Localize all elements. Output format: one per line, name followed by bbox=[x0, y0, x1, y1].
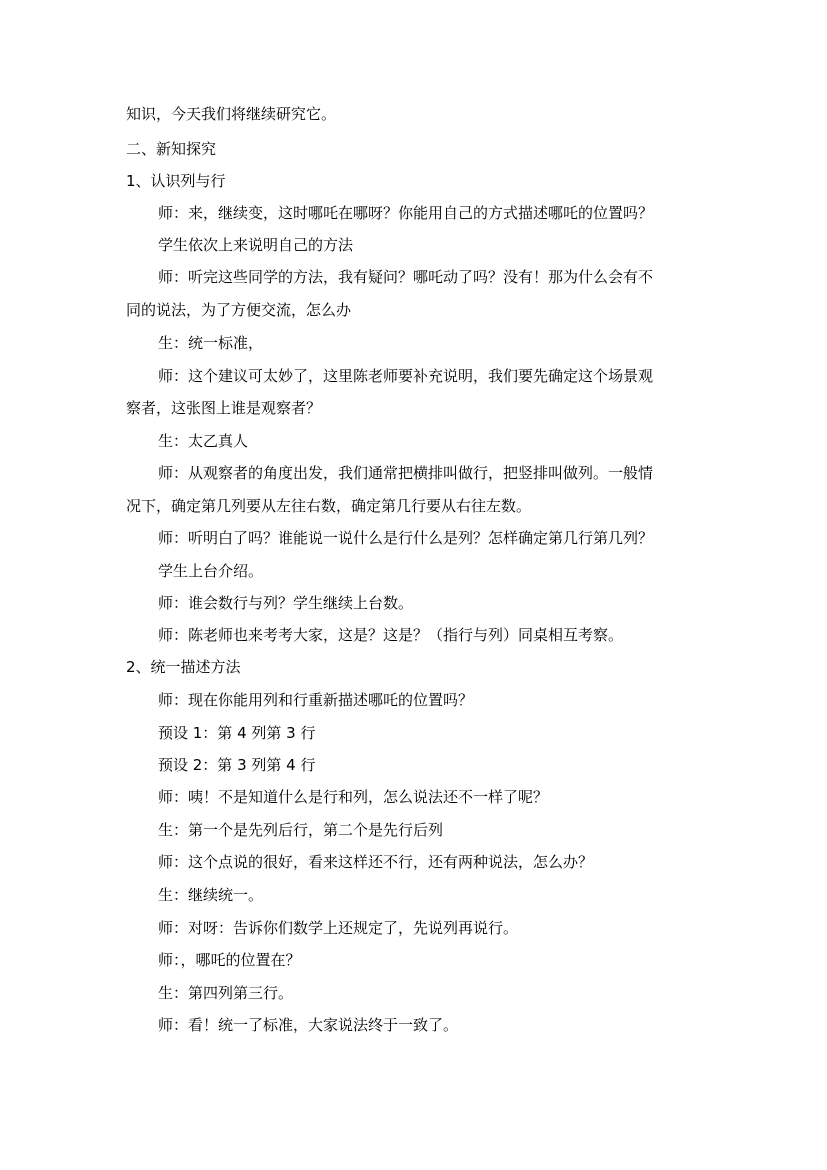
text-line: 师：，哪吒的位置在？ bbox=[158, 951, 301, 969]
text-line: 师：咦！不是知道什么是行和列，怎么说法还不一样了呢？ bbox=[158, 788, 549, 806]
text-line: 生：第一个是先列后行，第二个是先行后列 bbox=[158, 821, 444, 839]
text-line: 生：继续统一。 bbox=[158, 886, 264, 904]
text-line: 师：来，继续变，这时哪吒在哪呀？你能用自己的方式描述哪吒的位置吗？ bbox=[158, 204, 654, 222]
section-heading: 二、新知探究 bbox=[126, 140, 217, 158]
subsection-heading: 1、认识列与行 bbox=[126, 172, 226, 190]
text-line: 师：对呀：告诉你们数学上还规定了，先说列再说行。 bbox=[158, 919, 519, 937]
text-line: 生：太乙真人 bbox=[158, 432, 249, 450]
text-line: 师：看！统一了标准，大家说法终于一致了。 bbox=[158, 1016, 459, 1034]
text-line: 师：听明白了吗？谁能说一说什么是行什么是列？怎样确定第几行第几列？ bbox=[158, 529, 654, 547]
text-line: 察者，这张图上谁是观察者？ bbox=[126, 399, 322, 417]
text-line: 学生依次上来说明自己的方法 bbox=[158, 236, 354, 254]
text-line: 生：第四列第三行。 bbox=[158, 984, 294, 1002]
text-line: 师：这个点说的很好，看来这样还不行，还有两种说法，怎么办？ bbox=[158, 853, 594, 871]
text-line: 师：从观察者的角度出发，我们通常把横排叫做行，把竖排叫做列。一般情 bbox=[158, 464, 654, 482]
text-line: 同的说法，为了方便交流，怎么办 bbox=[126, 301, 352, 319]
text-line: 师：陈老师也来考考大家，这是？这是？（指行与列）同桌相互考察。 bbox=[158, 626, 624, 644]
text-line: 师：这个建议可太妙了，这里陈老师要补充说明，我们要先确定这个场景观 bbox=[158, 367, 654, 385]
subsection-heading: 2、统一描述方法 bbox=[126, 658, 241, 676]
text-line: 预设 1：第 4 列第 3 行 bbox=[158, 724, 316, 742]
text-line: 预设 2：第 3 列第 4 行 bbox=[158, 756, 316, 774]
text-line: 师：听完这些同学的方法，我有疑问？哪吒动了吗？没有！那为什么会有不 bbox=[158, 268, 654, 286]
text-line: 师：现在你能用列和行重新描述哪吒的位置吗？ bbox=[158, 691, 474, 709]
text-line: 学生上台介绍。 bbox=[158, 562, 264, 580]
text-line: 生：统一标准， bbox=[158, 334, 264, 352]
text-line: 知识，今天我们将继续研究它。 bbox=[126, 105, 337, 123]
text-line: 师：谁会数行与列？学生继续上台数。 bbox=[158, 594, 414, 612]
text-line: 况下，确定第几列要从左往右数，确定第几行要从右往左数。 bbox=[126, 497, 532, 515]
